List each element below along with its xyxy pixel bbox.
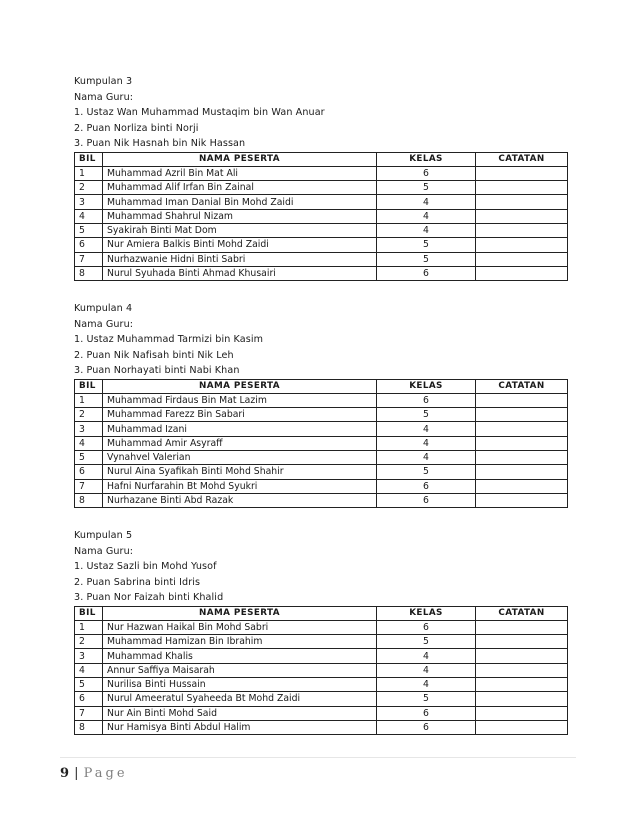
header-bil: BIL <box>75 606 103 620</box>
table-header-row <box>75 606 568 620</box>
cell-nama: Syakirah Binti Mat Dom <box>103 223 377 237</box>
table-row <box>75 166 568 180</box>
cell-bil: 5 <box>75 450 103 464</box>
table-row <box>75 479 568 493</box>
cell-nama: Muhammad Izani <box>103 422 377 436</box>
teacher-name: 1. Ustaz Muhammad Tarmizi bin Kasim <box>74 334 264 345</box>
cell-bil: 3 <box>75 195 103 209</box>
table-row <box>75 393 568 407</box>
group-title: Kumpulan 4 <box>74 303 133 314</box>
cell-bil: 1 <box>75 393 103 407</box>
cell-kelas: 6 <box>377 706 476 720</box>
cell-nama: Nurul Aina Syafikah Binti Mohd Shahir <box>103 465 377 479</box>
cell-catatan <box>476 422 568 436</box>
cell-bil: 3 <box>75 422 103 436</box>
cell-bil: 8 <box>75 720 103 734</box>
cell-catatan <box>476 720 568 734</box>
teacher-heading: Nama Guru: <box>74 318 134 330</box>
header-catatan: CATATAN <box>476 379 568 393</box>
cell-kelas: 5 <box>377 181 476 195</box>
cell-bil: 3 <box>75 649 103 663</box>
table-row <box>75 677 568 691</box>
header-nama: NAMA PESERTA <box>103 379 377 393</box>
cell-kelas: 4 <box>377 223 476 237</box>
cell-catatan <box>476 436 568 450</box>
cell-bil: 7 <box>75 706 103 720</box>
cell-nama: Nurul Syuhada Binti Ahmad Khusairi <box>103 266 377 280</box>
cell-nama: Nur Ain Binti Mohd Said <box>103 706 377 720</box>
cell-nama: Muhammad Shahrul Nizam <box>103 209 377 223</box>
cell-nama: Nur Hamisya Binti Abdul Halim <box>103 720 377 734</box>
cell-bil: 6 <box>75 692 103 706</box>
teacher-heading: Nama Guru: <box>74 545 134 557</box>
cell-bil: 7 <box>75 479 103 493</box>
group-title: Kumpulan 3 <box>74 76 133 87</box>
cell-nama: Nurul Ameeratul Syaheeda Bt Mohd Zaidi <box>103 692 377 706</box>
cell-nama: Muhammad Firdaus Bin Mat Lazim <box>103 393 377 407</box>
table-row <box>75 663 568 677</box>
page-number: 9 <box>60 766 70 781</box>
cell-bil: 4 <box>75 209 103 223</box>
cell-nama: Vynahvel Valerian <box>103 450 377 464</box>
teacher-name: 3. Puan Nor Faizah binti Khalid <box>74 592 224 603</box>
cell-kelas: 6 <box>377 266 476 280</box>
cell-nama: Nur Hazwan Haikal Bin Mohd Sabri <box>103 620 377 634</box>
header-bil: BIL <box>75 152 103 166</box>
table-row <box>75 436 568 450</box>
cell-kelas: 4 <box>377 663 476 677</box>
cell-kelas: 6 <box>377 393 476 407</box>
cell-bil: 8 <box>75 493 103 507</box>
header-nama: NAMA PESERTA <box>103 606 377 620</box>
cell-kelas: 6 <box>377 479 476 493</box>
cell-bil: 1 <box>75 166 103 180</box>
group-section-3 <box>74 74 570 281</box>
cell-catatan <box>476 620 568 634</box>
cell-catatan <box>476 677 568 691</box>
table-row <box>75 635 568 649</box>
cell-bil: 5 <box>75 677 103 691</box>
cell-bil: 8 <box>75 266 103 280</box>
cell-catatan <box>476 238 568 252</box>
teacher-name: 1. Ustaz Wan Muhammad Mustaqim bin Wan Anuar <box>74 107 325 118</box>
cell-nama: Nurhazwanie Hidni Binti Sabri <box>103 252 377 266</box>
cell-bil: 4 <box>75 436 103 450</box>
cell-kelas: 4 <box>377 195 476 209</box>
teacher-name: 1. Ustaz Sazli bin Mohd Yusof <box>74 561 217 572</box>
cell-catatan <box>476 266 568 280</box>
teacher-name: 3. Puan Norhayati binti Nabi Khan <box>74 365 240 376</box>
cell-bil: 2 <box>75 181 103 195</box>
cell-catatan <box>476 479 568 493</box>
cell-catatan <box>476 465 568 479</box>
table-row <box>75 408 568 422</box>
cell-bil: 6 <box>75 238 103 252</box>
cell-kelas: 5 <box>377 238 476 252</box>
page-footer <box>60 757 576 781</box>
table-row <box>75 720 568 734</box>
table-row <box>75 450 568 464</box>
cell-catatan <box>476 252 568 266</box>
cell-catatan <box>476 493 568 507</box>
group-title: Kumpulan 5 <box>74 530 133 541</box>
table-row <box>75 620 568 634</box>
cell-bil: 5 <box>75 223 103 237</box>
cell-kelas: 6 <box>377 720 476 734</box>
cell-catatan <box>476 209 568 223</box>
group-section-5 <box>74 528 570 735</box>
cell-catatan <box>476 692 568 706</box>
cell-catatan <box>476 450 568 464</box>
cell-kelas: 5 <box>377 692 476 706</box>
cell-bil: 6 <box>75 465 103 479</box>
cell-kelas: 4 <box>377 649 476 663</box>
table-row <box>75 181 568 195</box>
participant-table <box>74 379 568 509</box>
table-row <box>75 493 568 507</box>
cell-kelas: 4 <box>377 209 476 223</box>
cell-kelas: 4 <box>377 677 476 691</box>
cell-kelas: 5 <box>377 408 476 422</box>
cell-kelas: 6 <box>377 166 476 180</box>
table-row <box>75 649 568 663</box>
participant-table <box>74 152 568 282</box>
cell-nama: Muhammad Iman Danial Bin Mohd Zaidi <box>103 195 377 209</box>
table-row <box>75 223 568 237</box>
cell-catatan <box>476 408 568 422</box>
table-row <box>75 238 568 252</box>
cell-nama: Nurhazane Binti Abd Razak <box>103 493 377 507</box>
header-bil: BIL <box>75 379 103 393</box>
teacher-name: 2. Puan Nik Nafisah binti Nik Leh <box>74 349 234 361</box>
cell-bil: 1 <box>75 620 103 634</box>
cell-nama: Nur Amiera Balkis Binti Mohd Zaidi <box>103 238 377 252</box>
cell-catatan <box>476 195 568 209</box>
table-row <box>75 422 568 436</box>
cell-nama: Hafni Nurfarahin Bt Mohd Syukri <box>103 479 377 493</box>
cell-nama: Muhammad Khalis <box>103 649 377 663</box>
header-kelas: KELAS <box>377 606 476 620</box>
cell-catatan <box>476 706 568 720</box>
page-separator: | <box>74 766 79 781</box>
cell-catatan <box>476 635 568 649</box>
cell-catatan <box>476 393 568 407</box>
cell-nama: Muhammad Azril Bin Mat Ali <box>103 166 377 180</box>
cell-nama: Annur Saffiya Maisarah <box>103 663 377 677</box>
cell-nama: Muhammad Hamizan Bin Ibrahim <box>103 635 377 649</box>
cell-bil: 2 <box>75 408 103 422</box>
table-row <box>75 195 568 209</box>
table-row <box>75 706 568 720</box>
table-row <box>75 266 568 280</box>
table-row <box>75 465 568 479</box>
cell-kelas: 6 <box>377 493 476 507</box>
cell-bil: 4 <box>75 663 103 677</box>
cell-catatan <box>476 181 568 195</box>
teacher-heading: Nama Guru: <box>74 91 134 103</box>
table-header-row <box>75 379 568 393</box>
cell-bil: 2 <box>75 635 103 649</box>
cell-kelas: 4 <box>377 436 476 450</box>
page-label: Page <box>83 766 128 781</box>
cell-catatan <box>476 663 568 677</box>
table-row <box>75 209 568 223</box>
table-row <box>75 692 568 706</box>
participant-table <box>74 606 568 736</box>
cell-kelas: 4 <box>377 450 476 464</box>
teacher-name: 3. Puan Nik Hasnah bin Nik Hassan <box>74 138 246 149</box>
cell-kelas: 5 <box>377 252 476 266</box>
table-header-row <box>75 152 568 166</box>
header-nama: NAMA PESERTA <box>103 152 377 166</box>
header-catatan: CATATAN <box>476 152 568 166</box>
cell-catatan <box>476 166 568 180</box>
group-section-4 <box>74 301 570 508</box>
cell-catatan <box>476 649 568 663</box>
cell-catatan <box>476 223 568 237</box>
header-kelas: KELAS <box>377 152 476 166</box>
cell-kelas: 6 <box>377 620 476 634</box>
cell-nama: Nurilisa Binti Hussain <box>103 677 377 691</box>
cell-nama: Muhammad Farezz Bin Sabari <box>103 408 377 422</box>
cell-nama: Muhammad Alif Irfan Bin Zainal <box>103 181 377 195</box>
teacher-name: 2. Puan Norliza binti Norji <box>74 122 199 134</box>
header-kelas: KELAS <box>377 379 476 393</box>
cell-kelas: 5 <box>377 635 476 649</box>
cell-kelas: 4 <box>377 422 476 436</box>
cell-bil: 7 <box>75 252 103 266</box>
table-row <box>75 252 568 266</box>
cell-kelas: 5 <box>377 465 476 479</box>
header-catatan: CATATAN <box>476 606 568 620</box>
teacher-name: 2. Puan Sabrina binti Idris <box>74 576 201 588</box>
cell-nama: Muhammad Amir Asyraff <box>103 436 377 450</box>
